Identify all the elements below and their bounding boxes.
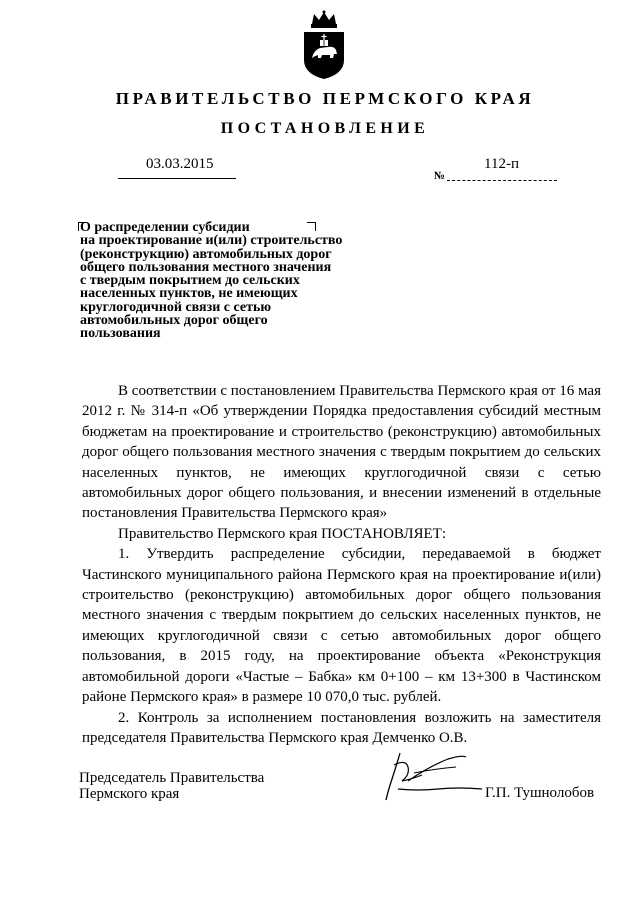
body-paragraph-item-1: 1. Утвердить распределение субсидии, передаваемой в бюджет Частинского муниципального района Пермского края на проектирование и(или) строительство (реконструкцию) автомобильных дорог общего пользования местного значения с твердым покрытием до сельских населенных пунктов, не имеющих круглогодичной связи с сетью автомобильных дорог общего пользования, в 2015 году, на проектирование объекта «Реконструкция автомобильной дороги «Частые – Бабка» км 0+100 – км 13+300 в Частинском районе Пермского края» в размере 10 070,0 тыс. рублей. (82, 546, 601, 706)
handwritten-signature (378, 745, 488, 805)
body-paragraph-resolves: Правительство Пермского края ПОСТАНОВЛЯЕТ: (118, 525, 447, 542)
body-paragraph-preamble: В соответствии с постановлением Правительства Пермского края от 16 мая 2012 г. № 314-п «Об утверждении Порядка предоставления субсидий местным бюджетам на проектирование и строительство (реконструкцию) автомобильных дорог общего пользования местного значения с твердым покрытием до сельских населенных пунктов, не имеющих круглогодичной связи с сетью автомобильных дорог общего пользования, и внесении изменений в отдельные постановления Правительства Пермского края» (82, 383, 601, 522)
document-type-title: ПОСТАНОВЛЕНИЕ (220, 120, 430, 137)
signer-name: Г.П. Тушнолобов (485, 785, 595, 801)
coat-of-arms-icon (300, 10, 348, 80)
subject-line: общего пользования местного значения (80, 259, 332, 275)
document-number: 112-п (484, 156, 519, 172)
body-paragraph-item-2: 2. Контроль за исполнением постановления возложить на заместителя председателя Правительства Пермского края Демченко О.В. (82, 709, 601, 746)
number-mark: № (434, 170, 446, 182)
number-underline (447, 180, 557, 181)
subject-line: О распределении субсидии (80, 220, 250, 235)
signer-position (79, 770, 264, 802)
subject-line: (реконструкцию) автомобильных дорог (80, 246, 332, 262)
subject-line: пользования (80, 326, 161, 342)
date-underline (118, 178, 236, 179)
government-title: ПРАВИТЕЛЬСТВО ПЕРМСКОГО КРАЯ (115, 89, 535, 108)
document-date: 03.03.2015 (146, 156, 214, 172)
subject-heading (80, 221, 380, 341)
subject-line: автомобильных дорог общего (80, 313, 268, 329)
signer-position-line: Председатель Правительства (79, 770, 265, 786)
subject-line: круглогодичной связи с сетью (80, 299, 272, 315)
subject-line: населенных пунктов, не имеющих (80, 286, 298, 302)
subject-line: с твердым покрытием до сельских (80, 273, 300, 289)
subject-line: на проектирование и(или) строительство (80, 233, 343, 249)
signer-position-line: Пермского края (79, 786, 180, 802)
document-body (82, 381, 601, 748)
